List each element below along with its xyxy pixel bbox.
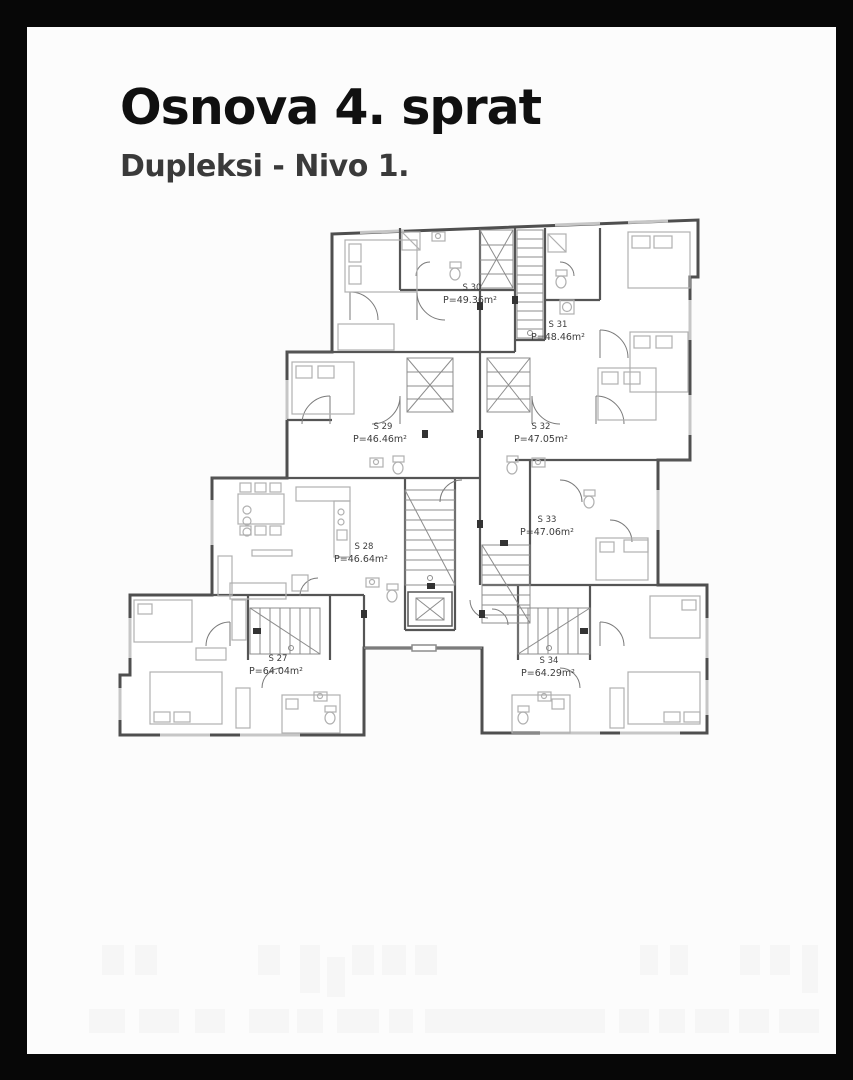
unit-label-s27: S 27 [268,654,288,664]
unit-area-s32: P=47.05m² [514,434,568,445]
unit-label-s32: S 32 [531,422,551,432]
unit-area-s27: P=64.04m² [249,666,303,677]
unit-label-s34: S 34 [539,656,559,666]
unit-label-s28: S 28 [354,542,374,552]
unit-area-s31: P=48.46m² [531,332,585,343]
page-title: Osnova 4. sprat [120,79,542,136]
unit-label-s30: S 30 [462,283,482,293]
unit-label-s29: S 29 [373,422,393,432]
unit-area-s28: P=46.64m² [334,554,388,565]
unit-area-s30: P=49.36m² [443,295,497,306]
unit-area-s29: P=46.46m² [353,434,407,445]
unit-area-s34: P=64.29m² [521,668,575,679]
unit-label-s33: S 33 [537,515,557,525]
page-subtitle: Dupleksi - Nivo 1. [120,149,410,184]
unit-label-s31: S 31 [548,320,568,330]
unit-area-s33: P=47.06m² [520,527,574,538]
